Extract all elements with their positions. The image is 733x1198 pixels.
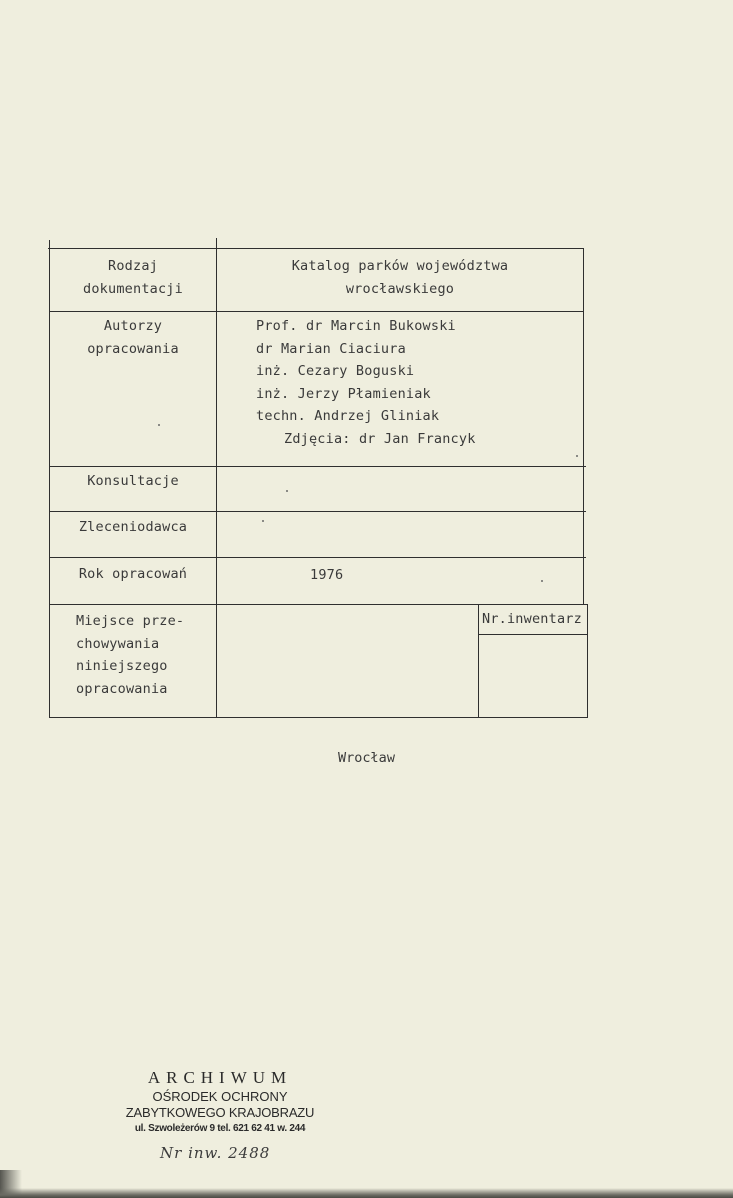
paper-speck <box>576 455 578 457</box>
archive-stamp <box>100 1068 340 1137</box>
scan-edge-shadow <box>0 1188 733 1198</box>
stamp-line: OŚRODEK OCHRONY <box>152 1089 288 1104</box>
table-row-divider <box>50 511 586 512</box>
table-border-top <box>48 248 584 249</box>
label-year: Rok opracowań <box>78 566 188 582</box>
author-line: techn. Andrzej Gliniak <box>256 408 440 424</box>
inventory-box-right <box>587 604 588 718</box>
table-border-bottom <box>50 717 588 718</box>
table-row-divider <box>50 604 588 605</box>
handwritten-inventory-note: Nr inw. 2488 <box>160 1144 271 1162</box>
place-name: Wrocław <box>338 750 395 766</box>
inventory-number-label: Nr.inwentarz <box>482 611 582 627</box>
author-line: inż. Cezary Boguski <box>256 363 415 379</box>
stamp-address: ul. Szwoleżerów 9 tel. 621 62 41 w. 244 <box>134 1123 306 1134</box>
value-documentation-type: Katalog parków województwa wrocławskiego <box>291 258 509 297</box>
label-authors: Autorzy opracowania <box>87 318 179 357</box>
author-line: dr Marian Ciaciura <box>256 340 406 357</box>
value-year: 1976 <box>310 567 344 583</box>
value-authors <box>242 315 476 450</box>
label-client: Zleceniodawca <box>78 519 188 535</box>
inventory-box-left <box>478 604 479 718</box>
label-documentation-type: Rodzaj dokumentacji <box>83 258 183 297</box>
inventory-box-divider <box>478 634 588 635</box>
table-border-right <box>583 248 584 604</box>
paper-speck <box>541 580 543 582</box>
table-row-divider <box>50 466 586 467</box>
author-line: Prof. dr Marcin Bukowski <box>256 318 456 334</box>
table-row-divider <box>50 557 586 558</box>
photos-credit: Zdjęcia: dr Jan Francyk <box>284 430 476 447</box>
stamp-line: ZABYTKOWEGO KRAJOBRAZU <box>125 1105 315 1120</box>
table-column-divider <box>216 238 217 718</box>
stamp-title: ARCHIWUM <box>147 1068 293 1087</box>
paper-speck <box>286 490 288 492</box>
label-consultations: Konsultacje <box>87 473 179 489</box>
author-line: inż. Jerzy Płamieniak <box>256 385 431 402</box>
paper-speck <box>158 424 160 426</box>
paper-speck <box>262 520 264 522</box>
table-row-divider <box>50 311 584 312</box>
label-storage-location: Miejsce prze- chowywania niniejszego opracowania <box>76 613 185 697</box>
